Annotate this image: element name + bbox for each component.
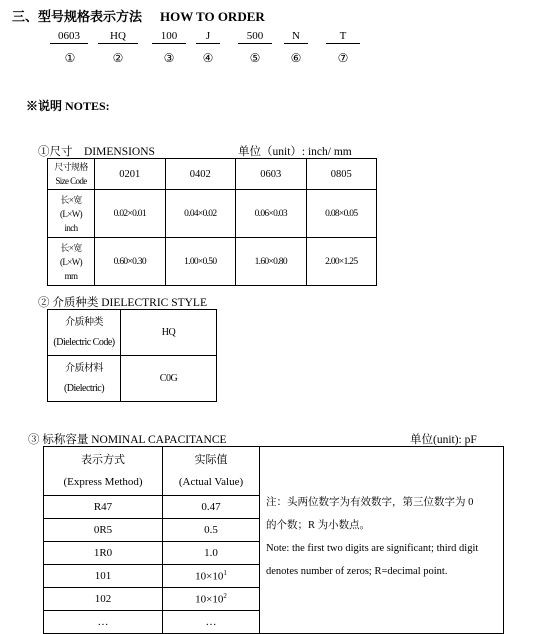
note-en-line: Note: the first two digits are significant; third digit xyxy=(266,543,479,554)
size-code-header xyxy=(48,159,95,190)
inch-row-label xyxy=(48,190,95,238)
order-code-index: ⑦ xyxy=(337,51,349,65)
capacitance-unit: 单位(unit): pF xyxy=(410,434,477,446)
dimensions-unit: 单位（unit）: inch/ mm xyxy=(238,146,352,158)
order-code-part: T xyxy=(326,30,360,44)
size-0201: 0201 xyxy=(95,159,166,190)
value-base: 10×10 xyxy=(195,570,224,583)
order-code-index: ② xyxy=(112,51,124,65)
code-label-en: (Dielectric Code) xyxy=(53,336,115,348)
table-row xyxy=(48,238,377,286)
express-code: … xyxy=(44,611,163,634)
order-code-part: 0603 xyxy=(50,30,88,44)
table-row xyxy=(48,356,217,402)
actual-value: 0.47 xyxy=(163,496,260,519)
capacitance-note xyxy=(260,447,504,634)
mm-value: 2.00×1.25 xyxy=(306,238,377,286)
table-row xyxy=(48,190,377,238)
dimensions-table xyxy=(47,158,377,286)
header-label-en: Size Code xyxy=(55,176,87,186)
code-label-cn: 介质种类 xyxy=(65,316,103,328)
order-code-index: ④ xyxy=(202,51,214,65)
col2-header-en: (Actual Value) xyxy=(178,476,244,488)
row-label-dim: (L×W) xyxy=(59,208,83,219)
order-code-index: ⑥ xyxy=(290,51,302,65)
order-code-part: J xyxy=(196,30,220,44)
express-method-header xyxy=(44,447,163,496)
inch-value: 0.04×0.02 xyxy=(165,190,236,238)
inch-value: 0.06×0.03 xyxy=(236,190,307,238)
material-label-en: (Dielectric) xyxy=(63,382,105,394)
inch-value: 0.08×0.05 xyxy=(306,190,377,238)
mm-value: 1.60×0.80 xyxy=(236,238,307,286)
order-code-part: 500 xyxy=(238,30,272,44)
dimensions-heading: ①尺寸 DIMENSIONS xyxy=(38,146,155,158)
note-cn-line: 注：头两位数字为有效数字，第三位数字为 0 xyxy=(266,497,474,508)
row-label-dim: (L×W) xyxy=(59,256,83,267)
dielectric-heading: ② 介质种类 DIELECTRIC STYLE xyxy=(38,297,207,309)
mm-value: 0.60×0.30 xyxy=(95,238,166,286)
order-code-index: ① xyxy=(64,51,76,65)
note-cn-line: 的个数；R 为小数点。 xyxy=(266,520,371,531)
actual-value: … xyxy=(163,611,260,634)
table-row xyxy=(44,447,504,496)
actual-value xyxy=(163,565,260,588)
mm-value: 1.00×0.50 xyxy=(165,238,236,286)
col2-header-cn: 实际值 xyxy=(194,454,228,466)
notes-heading: ※说明 NOTES: xyxy=(26,99,110,113)
mm-row-label xyxy=(48,238,95,286)
capacitance-heading: ③ 标称容量 NOMINAL CAPACITANCE xyxy=(28,434,227,446)
col1-header-en: (Express Method) xyxy=(63,476,143,488)
table-row xyxy=(48,159,377,190)
express-code: 0R5 xyxy=(44,519,163,542)
value-base: 10×10 xyxy=(195,593,224,606)
size-0402: 0402 xyxy=(165,159,236,190)
actual-value xyxy=(163,588,260,611)
row-label-cn: 长×宽 xyxy=(60,242,82,253)
dielectric-material-value: C0G xyxy=(121,356,217,402)
section-title xyxy=(12,6,265,25)
title-cn: 三、型号规格表示方法 xyxy=(12,9,143,24)
dielectric-code-label xyxy=(48,310,121,356)
row-label-cn: 长×宽 xyxy=(60,194,82,205)
value-exponent: 2 xyxy=(223,592,227,601)
order-code-index: ③ xyxy=(163,51,175,65)
inch-value: 0.02×0.01 xyxy=(95,190,166,238)
size-0603: 0603 xyxy=(236,159,307,190)
capacitance-table xyxy=(43,446,504,634)
express-code: 102 xyxy=(44,588,163,611)
order-code-index: ⑤ xyxy=(249,51,261,65)
express-code: 101 xyxy=(44,565,163,588)
order-code-part: N xyxy=(284,30,308,44)
actual-value: 0.5 xyxy=(163,519,260,542)
actual-value-header xyxy=(163,447,260,496)
order-code-part: 100 xyxy=(152,30,186,44)
value-exponent: 1 xyxy=(223,569,227,578)
header-label-cn: 尺寸规格 xyxy=(54,162,88,172)
title-en: HOW TO ORDER xyxy=(160,9,265,24)
dielectric-material-label xyxy=(48,356,121,402)
col1-header-cn: 表示方式 xyxy=(81,454,125,466)
express-code: R47 xyxy=(44,496,163,519)
dielectric-code-value: HQ xyxy=(121,310,217,356)
note-en-line: denotes number of zeros; R=decimal point. xyxy=(266,566,448,577)
express-code: 1R0 xyxy=(44,542,163,565)
table-row xyxy=(48,310,217,356)
size-0805: 0805 xyxy=(306,159,377,190)
order-code-part: HQ xyxy=(98,30,138,44)
dielectric-table xyxy=(47,309,217,402)
material-label-cn: 介质材料 xyxy=(65,362,103,374)
row-label-unit: inch xyxy=(64,222,78,233)
row-label-unit: mm xyxy=(64,270,78,281)
actual-value: 1.0 xyxy=(163,542,260,565)
